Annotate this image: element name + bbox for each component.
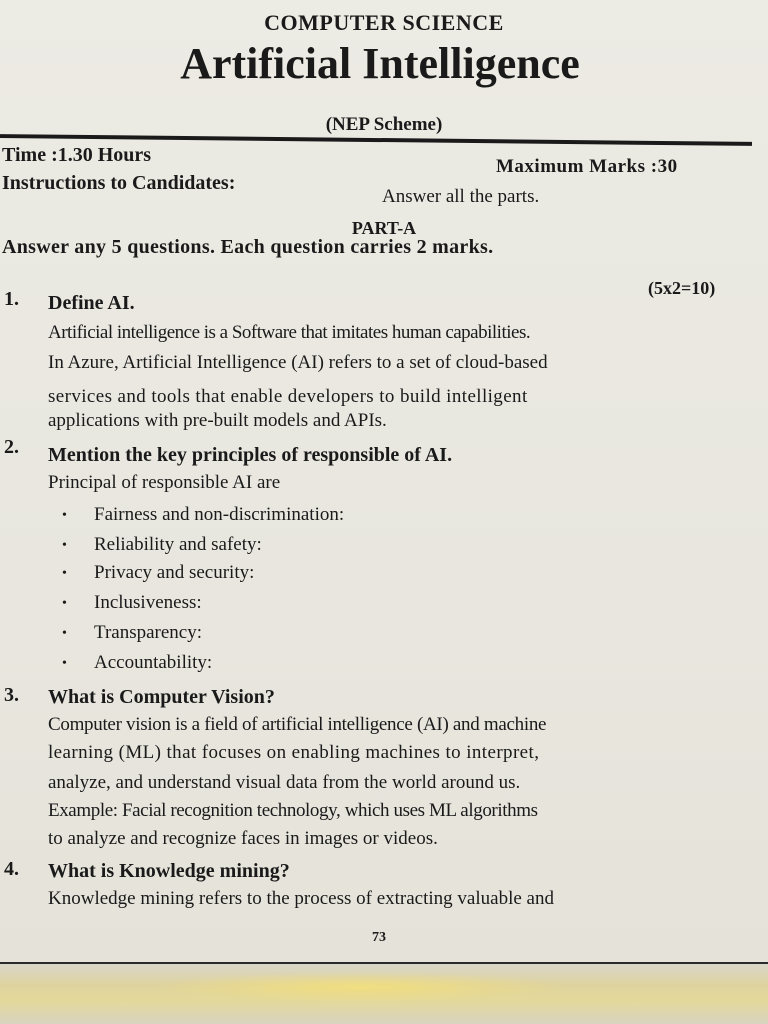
scheme-label: (NEP Scheme) xyxy=(325,114,443,135)
marks-split: (5x2=10) xyxy=(648,278,716,298)
maximum-marks: Maximum Marks :30 xyxy=(496,156,678,177)
page-title: Artificial Intelligence xyxy=(180,39,580,88)
answer-line: In Azure, Artificial Intelligence (AI) refers to a set of cloud-based xyxy=(48,352,548,373)
page-number: 73 xyxy=(372,930,386,945)
principle-item: Reliability and safety: xyxy=(94,534,262,555)
answer-line: analyze, and understand visual data from the world around us. xyxy=(48,772,521,793)
answer-line: to analyze and recognize faces in images or videos. xyxy=(48,828,438,849)
bullet-dot: • xyxy=(62,566,67,581)
principle-item: Inclusiveness: xyxy=(94,592,202,613)
answer-line: learning (ML) that focuses on enabling machines to interpret, xyxy=(48,742,540,763)
answer-line: Artificial intelligence is a Software that imitates human capabilities. xyxy=(48,322,531,343)
light-reflection xyxy=(150,972,570,1002)
answer-line: Example: Facial recognition technology, which uses ML algorithms xyxy=(48,800,538,821)
answer-line: applications with pre-built models and APIs. xyxy=(48,410,387,431)
exam-time: Time :1.30 Hours xyxy=(2,144,152,166)
principle-item: Privacy and security: xyxy=(94,562,255,583)
answer-line: services and tools that enable developers to build intelligent xyxy=(48,386,528,407)
answer-intro: Principal of responsible AI are xyxy=(48,472,281,493)
question-number: 2. xyxy=(4,436,19,458)
question-text: Mention the key principles of responsible of AI. xyxy=(48,444,453,466)
question-number: 3. xyxy=(4,684,19,706)
part-title: PART-A xyxy=(351,218,417,238)
instructions-text: Answer all the parts. xyxy=(382,186,540,207)
bullet-dot: • xyxy=(62,538,67,553)
principle-item: Fairness and non-discrimination: xyxy=(94,504,345,525)
answer-line: Knowledge mining refers to the process of extracting valuable and xyxy=(48,888,554,909)
instructions-label: Instructions to Candidates: xyxy=(2,172,236,194)
principle-item: Accountability: xyxy=(94,652,213,673)
principle-item: Transparency: xyxy=(94,622,202,643)
part-instruction: Answer any 5 questions. Each question carries 2 marks. xyxy=(2,236,494,258)
question-text: What is Computer Vision? xyxy=(48,686,275,708)
question-number: 1. xyxy=(4,288,19,310)
bullet-dot: • xyxy=(62,626,67,641)
question-text: Define AI. xyxy=(48,292,135,314)
bullet-dot: • xyxy=(62,596,67,611)
answer-line: Computer vision is a field of artificial intelligence (AI) and machine xyxy=(48,714,547,735)
question-number: 4. xyxy=(4,858,19,880)
subject-heading: COMPUTER SCIENCE xyxy=(264,10,504,35)
bullet-dot: • xyxy=(62,508,67,523)
question-text: What is Knowledge mining? xyxy=(48,860,290,882)
bullet-dot: • xyxy=(62,656,67,671)
